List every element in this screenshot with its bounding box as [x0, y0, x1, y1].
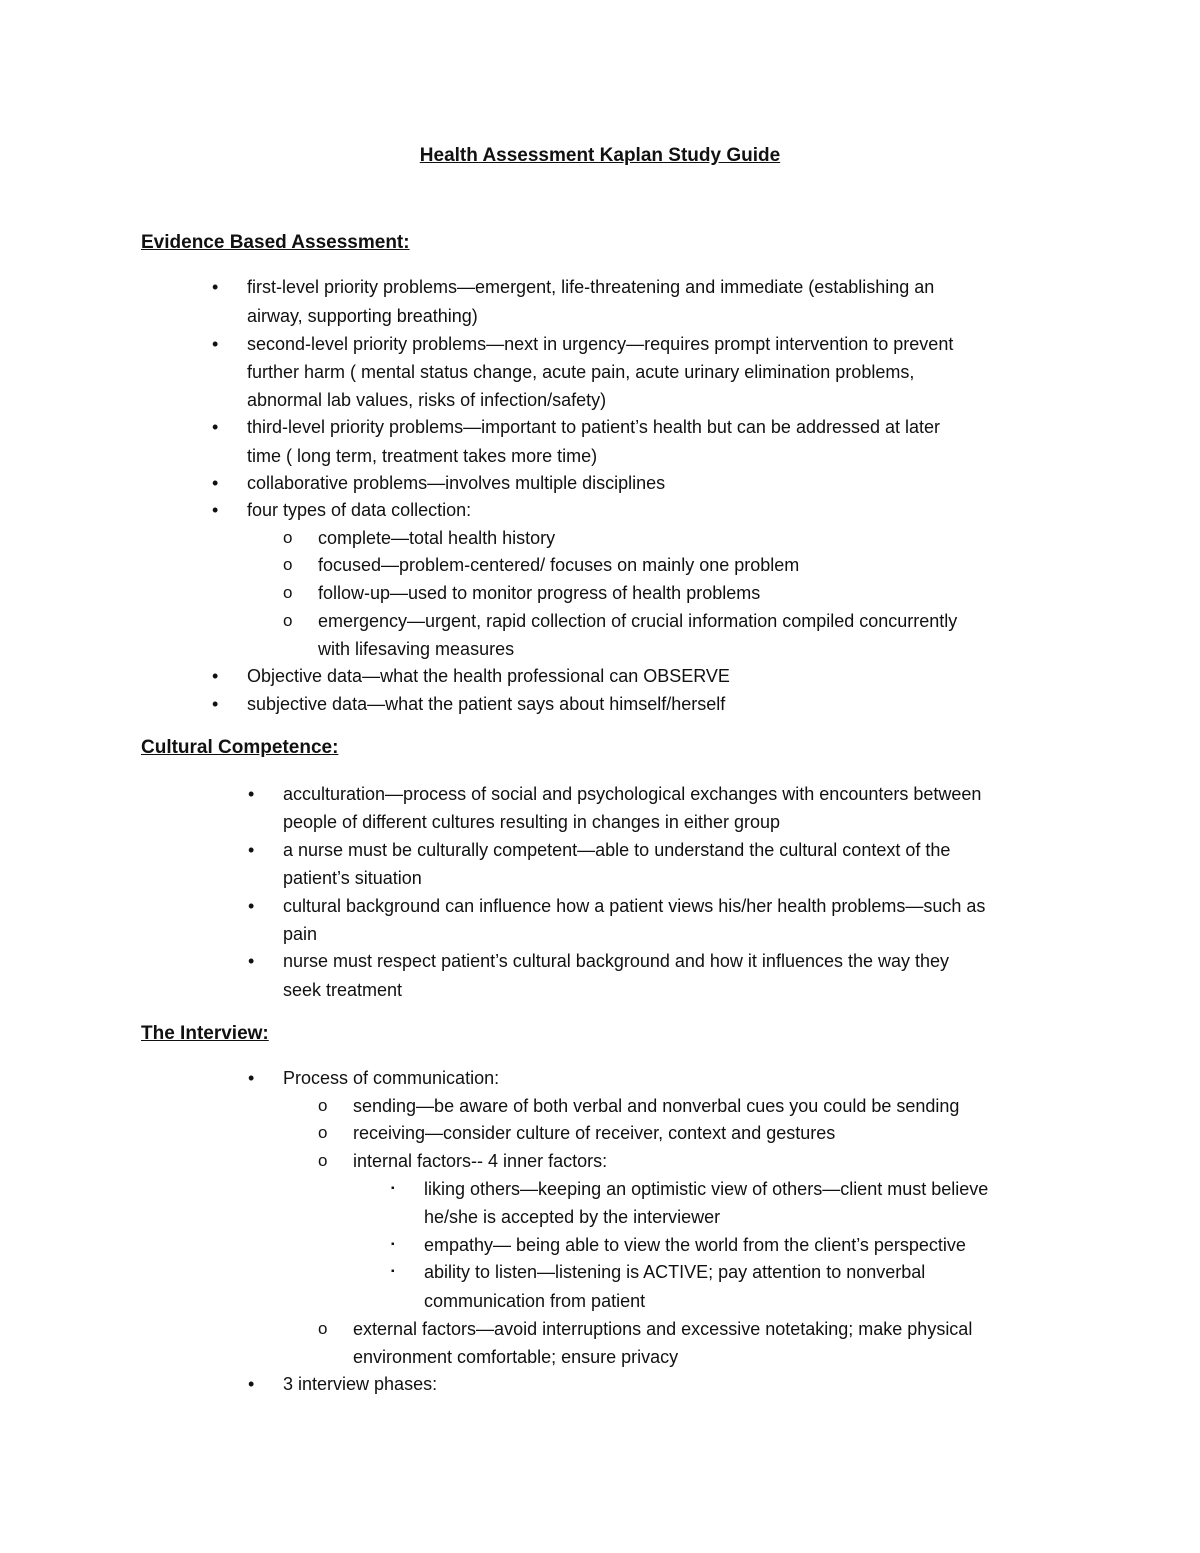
- list-item-line: people of different cultures resulting in changes in either group: [283, 812, 780, 832]
- list-item-line: a nurse must be culturally competent—able to understand the cultural context of the: [283, 840, 951, 860]
- list-item-line: Objective data—what the health professional can OBSERVE: [247, 666, 730, 686]
- bullet-marker: •: [248, 896, 255, 916]
- sub-list-item-line: environment comfortable; ensure privacy: [353, 1347, 679, 1367]
- list-item-line: acculturation—process of social and psychological exchanges with encounters between: [283, 784, 982, 804]
- bullet-marker: •: [248, 784, 255, 804]
- square-marker: ▪: [391, 1266, 395, 1277]
- list-item-line: patient’s situation: [283, 868, 422, 888]
- list-item-line: second-level priority problems—next in urgency—requires prompt intervention to prevent: [247, 334, 954, 354]
- list-item-line: cultural background can influence how a patient views his/her health problems—such as: [283, 896, 986, 916]
- list-item-line: time ( long term, treatment takes more time): [247, 446, 598, 466]
- list-item-line: first-level priority problems—emergent, life-threatening and immediate (establishing an: [247, 277, 935, 297]
- bullet-marker: •: [212, 666, 219, 686]
- circle-marker: o: [318, 1123, 328, 1142]
- list-item-line: airway, supporting breathing): [247, 306, 478, 326]
- list-item-line: third-level priority problems—important to patient’s health but can be addressed at later: [247, 417, 941, 437]
- list-item-line: further harm ( mental status change, acute pain, acute urinary elimination problems,: [247, 362, 915, 382]
- page-title: Health Assessment Kaplan Study Guide: [419, 145, 781, 166]
- list-item-line: pain: [283, 924, 318, 944]
- bullet-marker: •: [212, 500, 219, 520]
- sub-list-item-line: sending—be aware of both verbal and nonverbal cues you could be sending: [353, 1096, 960, 1116]
- bullet-marker: •: [212, 277, 219, 297]
- sub-list-item-line: internal factors-- 4 inner factors:: [353, 1151, 608, 1171]
- bullet-marker: •: [248, 840, 255, 860]
- list-item-line: four types of data collection:: [247, 500, 472, 520]
- section-heading-interview: The Interview:: [141, 1023, 269, 1044]
- bullet-marker: •: [212, 334, 219, 354]
- list-item-line: Process of communication:: [283, 1068, 500, 1088]
- circle-marker: o: [283, 583, 293, 602]
- section-heading-cultural: Cultural Competence:: [141, 737, 339, 758]
- sub-sub-list-item-line: ability to listen—listening is ACTIVE; pay attention to nonverbal: [424, 1262, 926, 1282]
- bullet-marker: •: [212, 473, 219, 493]
- circle-marker: o: [318, 1319, 328, 1338]
- square-marker: ▪: [391, 1239, 395, 1250]
- bullet-marker: •: [248, 951, 255, 971]
- sub-list-item-line: emergency—urgent, rapid collection of crucial information compiled concurrently: [318, 611, 958, 631]
- sub-list-item-line: with lifesaving measures: [318, 639, 515, 659]
- list-item-line: 3 interview phases:: [283, 1374, 438, 1394]
- sub-list-item-line: complete—total health history: [318, 528, 556, 548]
- sub-sub-list-item-line: he/she is accepted by the interviewer: [424, 1207, 721, 1227]
- list-item-line: subjective data—what the patient says about himself/herself: [247, 694, 726, 714]
- sub-list-item-line: focused—problem-centered/ focuses on mainly one problem: [318, 555, 800, 575]
- sub-sub-list-item-line: empathy— being able to view the world from the client’s perspective: [424, 1235, 966, 1255]
- bullet-marker: •: [248, 1068, 255, 1088]
- list-item-line: abnormal lab values, risks of infection/safety): [247, 390, 607, 410]
- circle-marker: o: [318, 1151, 328, 1170]
- sub-list-item-line: external factors—avoid interruptions and excessive notetaking; make physical: [353, 1319, 973, 1339]
- circle-marker: o: [283, 528, 293, 547]
- bullet-marker: •: [212, 694, 219, 714]
- sub-list-item-line: follow-up—used to monitor progress of health problems: [318, 583, 761, 603]
- bullet-marker: •: [248, 1374, 255, 1394]
- sub-sub-list-item-line: communication from patient: [424, 1291, 646, 1311]
- list-item-line: seek treatment: [283, 980, 403, 1000]
- section-heading-evidence: Evidence Based Assessment:: [141, 232, 410, 253]
- sub-sub-list-item-line: liking others—keeping an optimistic view of others—client must believe: [424, 1179, 989, 1199]
- bullet-marker: •: [212, 417, 219, 437]
- square-marker: ▪: [391, 1183, 395, 1194]
- circle-marker: o: [318, 1096, 328, 1115]
- circle-marker: o: [283, 555, 293, 574]
- list-item-line: collaborative problems—involves multiple disciplines: [247, 473, 666, 493]
- circle-marker: o: [283, 611, 293, 630]
- list-item-line: nurse must respect patient’s cultural background and how it influences the way they: [283, 951, 950, 971]
- sub-list-item-line: receiving—consider culture of receiver, context and gestures: [353, 1123, 836, 1143]
